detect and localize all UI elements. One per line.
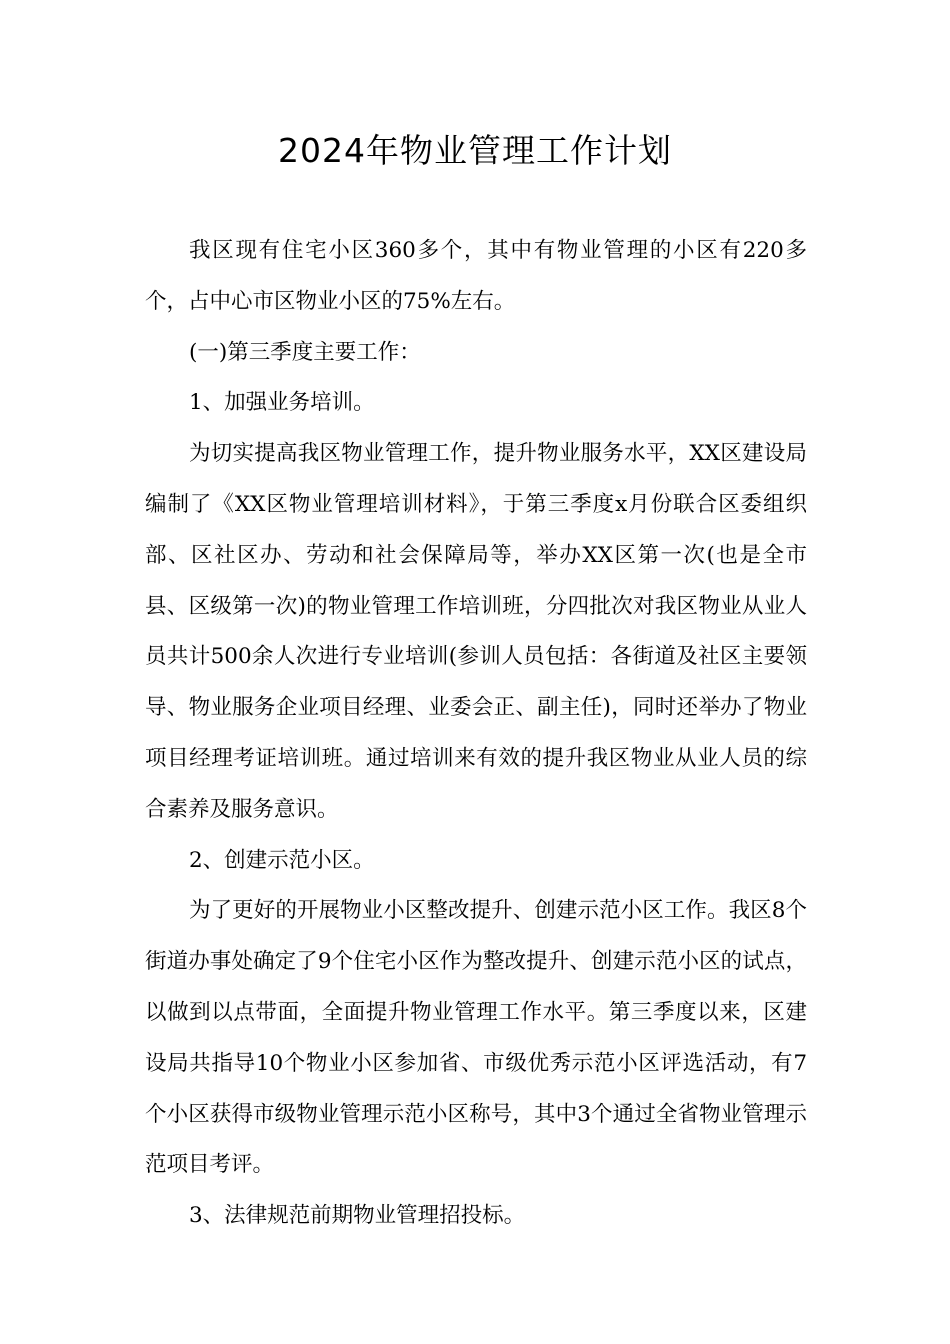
item-heading-training: 1、加强业务培训。: [189, 390, 375, 416]
item-heading-model-community: 2、创建示范小区。: [189, 847, 375, 873]
paragraph-training: 为切实提高我区物业管理工作，提升物业服务水平，XX区建设局编制了《XX区物业管理培训材料》，于第三季度x月份联合区委组织部、区社区办、劳动和社会保障局等，举办XX区第一次(也是全市县、区级第一次)的物业管理工作培训班，分四批次对我区物业从业人员共计500余人次进行专业培训(参训人员包括：各街道及社区主要领导、物业服务企业项目经理、业委会正、副主任)，同时还举办了物业项目经理考证培训班。通过培训来有效的提升我区物业从业人员的综合素养及服务意识。: [145, 441, 807, 822]
section-heading-q3-work: (一)第三季度主要工作：: [189, 339, 421, 365]
document-title: 2024年物业管理工作计划: [278, 131, 672, 170]
paragraph-model-community: 为了更好的开展物业小区整改提升、创建示范小区工作。我区8个街道办事处确定了9个住宅小区作为整改提升、创建示范小区的试点，以做到以点带面，全面提升物业管理工作水平。第三季度以来，区建设局共指导10个物业小区参加省、市级优秀示范小区评选活动，有7个小区获得市级物业管理示范小区称号，其中3个通过全省物业管理示范项目考评。: [145, 898, 807, 1178]
item-heading-bidding: 3、法律规范前期物业管理招投标。: [189, 1203, 526, 1229]
document-body: [145, 226, 807, 1242]
paragraph-intro: 我区现有住宅小区360多个，其中有物业管理的小区有220多个，占中心市区物业小区的75%左右。: [145, 238, 807, 314]
